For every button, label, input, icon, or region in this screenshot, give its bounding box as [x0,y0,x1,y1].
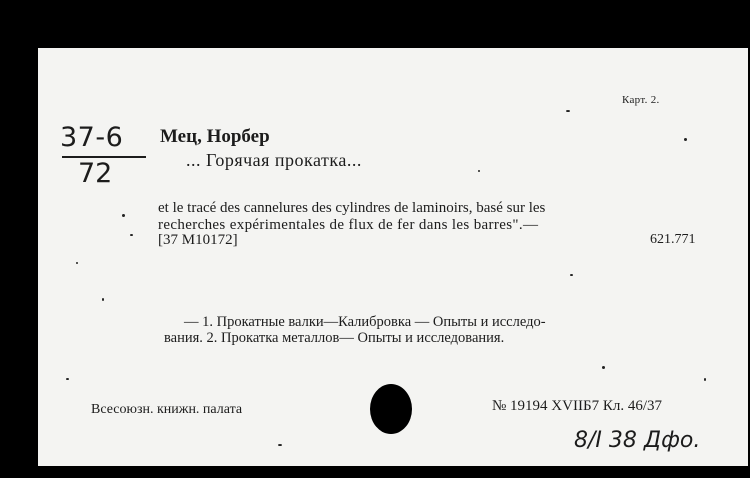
scan-speck [570,274,573,276]
scan-speck [66,378,69,380]
scan-speck [602,366,605,369]
subject-line-2: вания. 2. Прокатка металлов— Опыты и исследования. [164,330,505,346]
scan-speck [478,170,480,172]
book-title: ... Горячая прокатка... [186,150,362,170]
scan-speck [76,262,78,264]
call-number-top: 37-6 [60,122,124,153]
scan-speck [566,110,570,112]
scan-speck [122,214,125,217]
scan-speck [704,378,706,381]
card-number: Карт. 2. [622,94,660,106]
description-line-3: [37 M10172] [158,232,238,248]
subject-line-1: — 1. Прокатные валки—Калибровка — Опыты и исследо- [184,314,546,330]
scan-speck [684,138,687,141]
registration-number: № 19194 XVIIБ7 Кл. 46/37 [492,398,662,414]
publisher: Всесоюзн. книжн. палата [91,402,243,417]
scan-speck [130,234,133,236]
scan-speck [278,444,282,446]
ink-blot [370,384,412,434]
scan-speck [102,298,104,301]
call-number-bottom: 72 [78,158,113,189]
classification-code: 621.771 [650,232,696,247]
description-line-1: et le tracé des cannelures des cylindres de laminoirs, basé sur les [158,200,546,216]
handwritten-note: 8/I 38 Дфо. [574,428,701,453]
author-name: Мец, Норбер [160,126,270,147]
catalog-card [38,48,748,466]
description-line-2: recherches expérimentales de flux de fer dans les barres".— [158,217,539,233]
